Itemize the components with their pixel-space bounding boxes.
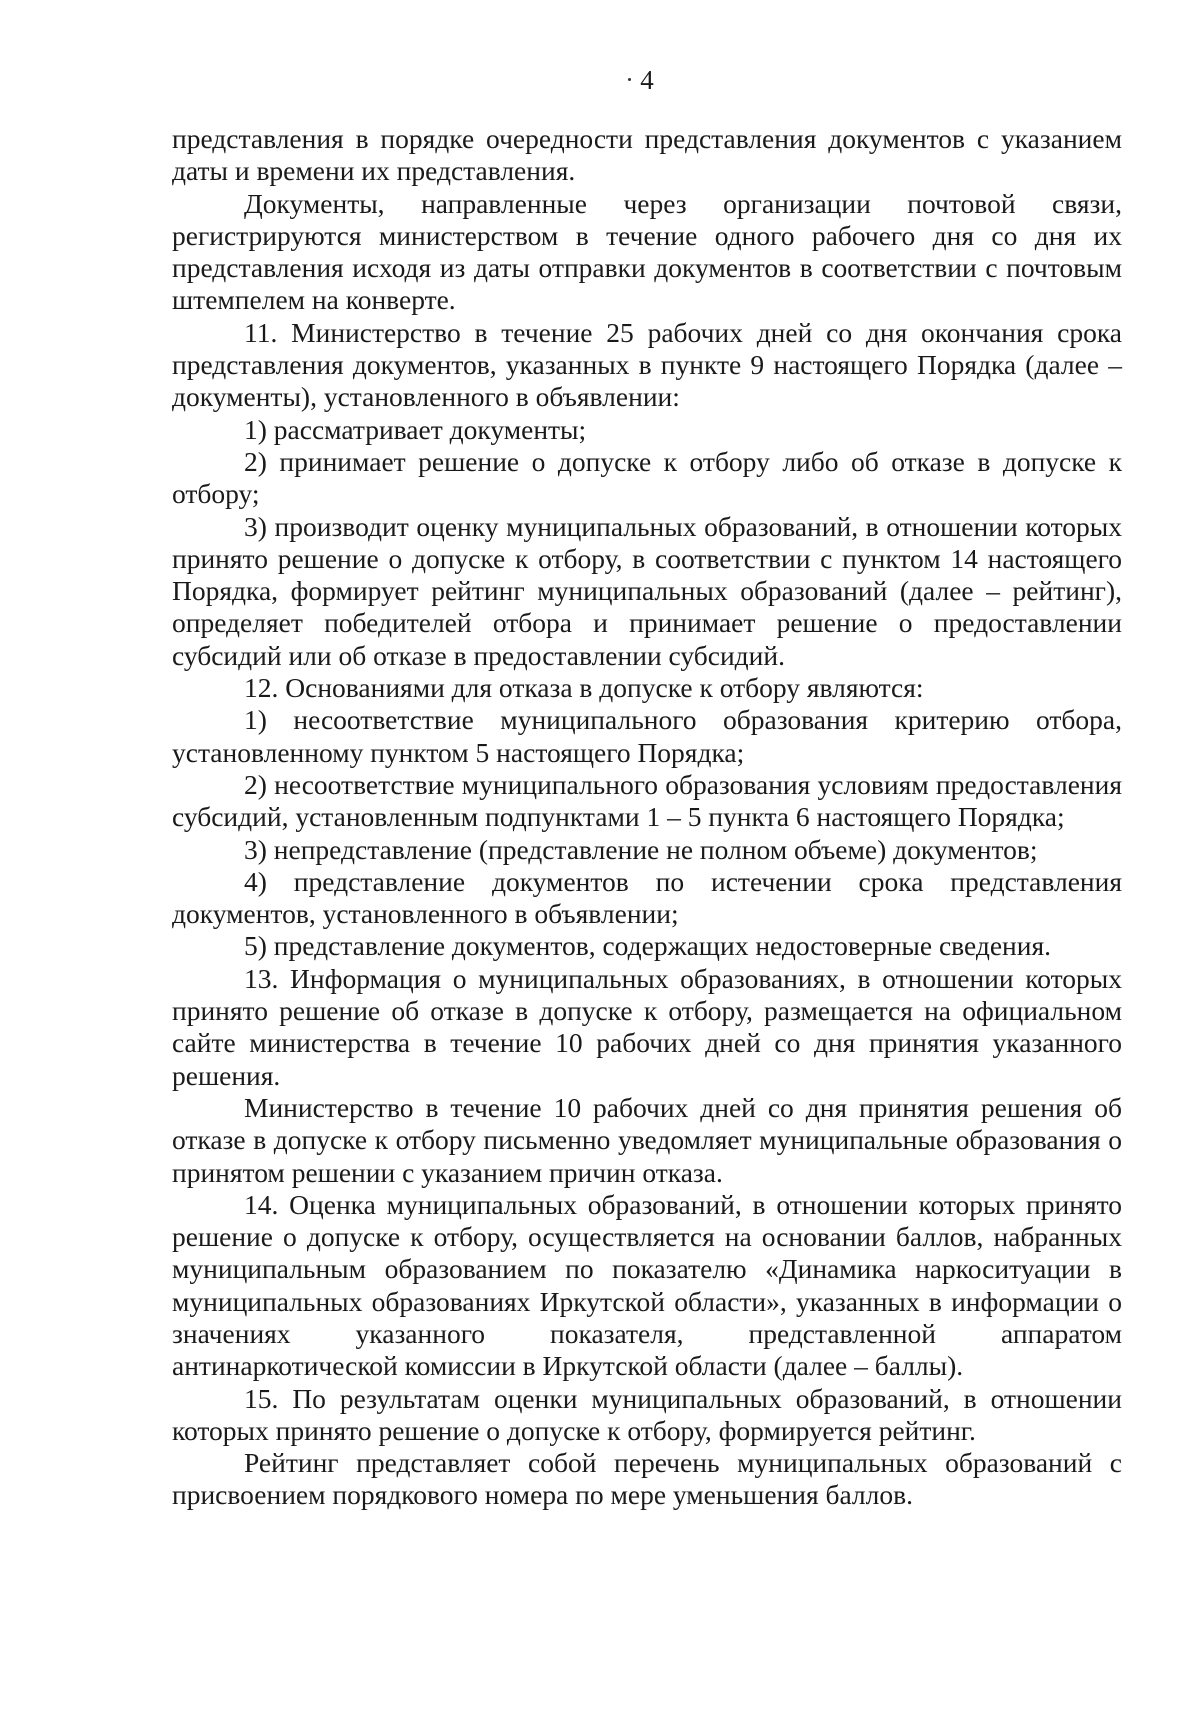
paragraph-continuation: представления в порядке очередности представления документов с указанием даты и времени их представления. [172, 123, 1122, 187]
paragraph-item-11-1: 1) рассматривает документы; [244, 413, 587, 445]
paragraph-item-12-4: 4) представление документов по истечении срока представления документов, установленного в объявлении; [172, 865, 1122, 930]
paragraph-item-12-2: 2) несоответствие муниципального образования условиям предоставления субсидий, установленным подпунктами 1 – 5 пункта 6 настоящего Порядка; [172, 768, 1122, 833]
document-body [172, 123, 1122, 1512]
paragraph-item-11-3: 3) производит оценку муниципальных образований, в отношении которых принято решение о допуске к отбору, в соответствии с пунктом 14 настоящего Порядка, формирует рейтинг муниципальных образований (далее – рейтинг), определяет победителей отбора и принимает решение о предоставлении субсидий или об отказе в предоставлении субсидий. [172, 510, 1122, 671]
page-number: 4 [640, 65, 654, 95]
paragraph-item-12-5: 5) представление документов, содержащих недостоверные сведения. [244, 930, 1051, 962]
paragraph-item-12: 12. Основаниями для отказа в допуске к отбору являются: [244, 672, 924, 704]
paragraph-item-15: 15. По результатам оценки муниципальных образований, в отношении которых принято решение о допуске к отбору, формируется рейтинг. [172, 1382, 1122, 1446]
paragraph-item-14: 14. Оценка муниципальных образований, в отношении которых принято решение о допуске к отбору, осуществляется на основании баллов, набранных муниципальным образованием по показателю «Динамика наркоситуации в муниципальных образованиях Иркутской области», указанных в информации о значениях указанного показателя, представленной аппаратом антинаркотической комиссии в Иркутской области (далее – баллы). [172, 1188, 1122, 1382]
paragraph-rating-definition: Рейтинг представляет собой перечень муниципальных образований с присвоением порядкового номера по мере уменьшения баллов. [172, 1447, 1122, 1511]
paragraph-item-12-3: 3) непредставление (представление не полном объеме) документов; [244, 833, 1038, 865]
paragraph-item-11-2: 2) принимает решение о допуске к отбору либо об отказе в допуске к отбору; [172, 445, 1122, 510]
paragraph-item-11: 11. Министерство в течение 25 рабочих дней со дня окончания срока представления документов, указанных в пункте 9 настоящего Порядка (далее – документы), установленного в объявлении: [172, 316, 1122, 413]
paragraph-item-13: 13. Информация о муниципальных образованиях, в отношении которых принято решение об отказе в допуске к отбору, размещается на официальном сайте министерства в течение 10 рабочих дней со дня принятия указанного решения. [172, 962, 1122, 1091]
paragraph-item-12-1: 1) несоответствие муниципального образования критерию отбора, установленному пунктом 5 настоящего Порядка; [172, 704, 1122, 768]
paragraph-postal-documents: Документы, направленные через организации почтовой связи, регистрируются министерством в течение одного рабочего дня со дня их представления исходя из даты отправки документов в соответствии с почтовым штемпелем на конверте. [172, 187, 1122, 316]
paragraph-notification: Министерство в течение 10 рабочих дней со дня принятия решения об отказе в допуске к отбору письменно уведомляет муниципальные образования о принятом решении с указанием причин отказа. [172, 1091, 1122, 1188]
